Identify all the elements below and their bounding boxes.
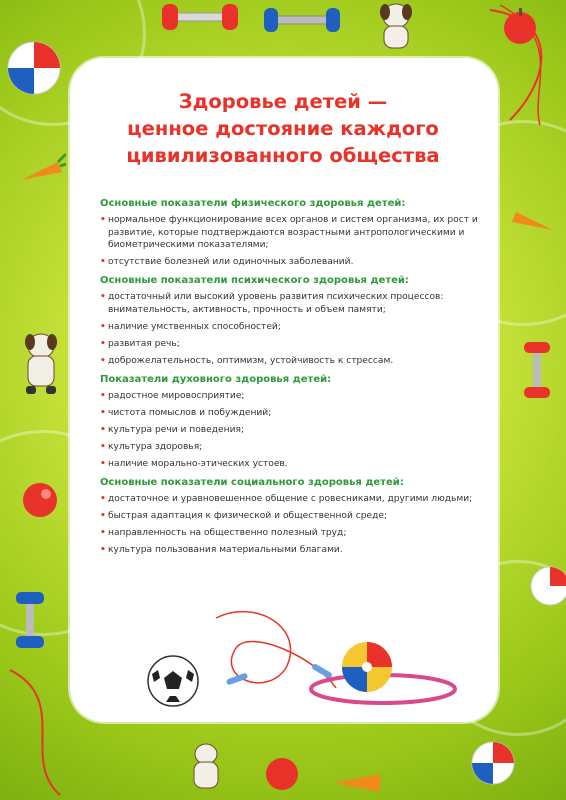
- list-item: [100, 493, 490, 506]
- list-item: [100, 510, 490, 523]
- list-item: [100, 441, 490, 454]
- section-heading: Показатели духовного здоровья детей:: [100, 373, 332, 385]
- list-item: [100, 355, 490, 368]
- content-body: [100, 196, 490, 561]
- list-item-text: отсутствие болезней или одиночных заболеваний.: [108, 257, 354, 267]
- list-item: [100, 544, 490, 557]
- list-item-text: достаточный или высокий уровень развития психических процессов: внимательность, активность, прочность и объем памяти;: [108, 292, 444, 315]
- soccer-ball-icon: [146, 654, 200, 708]
- list-item-text: наличие морально-этических устоев.: [108, 458, 288, 469]
- bullet-icon: •: [100, 338, 106, 349]
- bullet-icon: •: [100, 257, 106, 267]
- list-item-text: развитая речь;: [108, 338, 180, 349]
- page-title: [0, 88, 566, 169]
- bullet-icon: •: [100, 321, 106, 332]
- bullet-icon: •: [100, 390, 106, 401]
- list-item: [100, 527, 490, 540]
- list-item-text: культура здоровья;: [108, 441, 203, 452]
- section-mental: [100, 273, 490, 367]
- list-item: [100, 458, 490, 471]
- section-spiritual: [100, 372, 490, 471]
- list-item-text: нормальное функционирование всех органов и систем организма, их рост и развитие, которые подтверждаются возрастными антропологическими и биометрическими показателями;: [108, 215, 478, 250]
- bullet-icon: •: [100, 407, 106, 418]
- carrot-icon: [508, 200, 558, 240]
- beach-ball-icon: [340, 640, 394, 694]
- carrot-icon: [330, 770, 390, 796]
- dumbbell-icon: [10, 590, 50, 650]
- list-item-text: доброжелательность, оптимизм, устойчивость к стрессам.: [108, 355, 394, 366]
- beach-ball-icon: [470, 740, 516, 786]
- list-item-text: культура речи и поведения;: [108, 424, 245, 435]
- list-item-text: наличие умственных способностей;: [108, 321, 281, 332]
- list-item-text: чистота помыслов и побуждений;: [108, 407, 272, 418]
- section-heading: Основные показатели психического здоровья детей:: [100, 275, 409, 286]
- list-item: [100, 424, 490, 437]
- list-item: [100, 407, 490, 420]
- list-item: [100, 390, 490, 403]
- bullet-icon: •: [100, 292, 106, 302]
- section-social: [100, 475, 490, 557]
- list-item: [100, 338, 490, 351]
- title-line: цивилизованного общества: [126, 144, 440, 167]
- list-item: [100, 214, 490, 252]
- apple-icon: [262, 752, 302, 792]
- list-item-text: быстрая адаптация к физической и общественной среде;: [108, 510, 388, 521]
- title-line: Здоровье детей —: [178, 90, 388, 113]
- list-item-text: культура пользования материальными благами.: [108, 544, 343, 555]
- list-item: [100, 256, 490, 269]
- section-physical: [100, 196, 490, 269]
- apple-icon: [18, 476, 62, 520]
- dog-toy-icon: [186, 740, 226, 796]
- list-item-text: радостное мировосприятие;: [108, 390, 245, 401]
- bullet-icon: •: [100, 458, 106, 469]
- bullet-icon: •: [100, 215, 106, 225]
- bullet-icon: •: [100, 510, 106, 521]
- dumbbell-icon: [262, 6, 342, 34]
- list-item-text: достаточное и уравновешенное общение с ровесниками, другими людьми;: [108, 493, 473, 504]
- dog-toy-icon: [18, 330, 64, 396]
- bullet-icon: •: [100, 424, 106, 435]
- list-item: [100, 321, 490, 334]
- list-item-text: направленность на общественно полезный труд;: [108, 527, 347, 538]
- bullet-icon: •: [100, 544, 106, 555]
- bullet-icon: •: [100, 527, 106, 538]
- dog-toy-icon: [374, 0, 418, 52]
- bullet-icon: •: [100, 355, 106, 366]
- beach-ball-icon: [530, 566, 566, 606]
- section-heading: Основные показатели физического здоровья детей:: [100, 198, 406, 209]
- dumbbell-icon: [520, 340, 554, 400]
- title-line: ценное достояние каждого: [127, 117, 439, 140]
- dumbbell-icon: [160, 2, 240, 32]
- list-item: [100, 291, 490, 316]
- bullet-icon: •: [100, 493, 106, 504]
- bullet-icon: •: [100, 441, 106, 452]
- section-heading: Основные показатели социального здоровья детей:: [100, 476, 404, 488]
